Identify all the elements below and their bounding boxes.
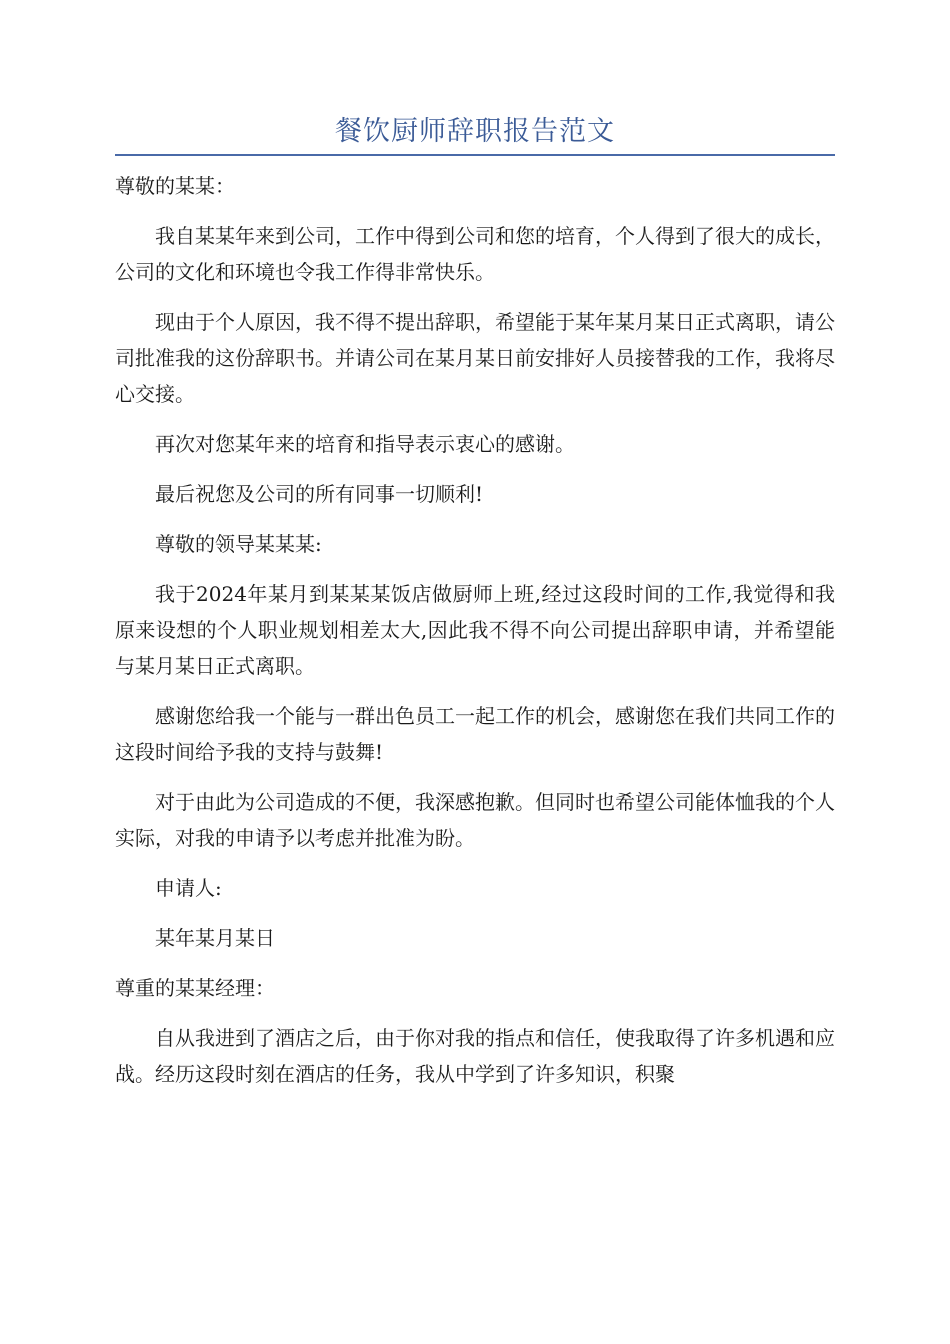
body-paragraph: 感谢您给我一个能与一群出色员工一起工作的机会，感谢您在我们共同工作的这段时间给予我的支持与鼓舞! bbox=[115, 704, 835, 764]
salutation-2: 尊敬的领导某某某: bbox=[155, 532, 322, 556]
document-body bbox=[115, 168, 835, 1106]
salutation-3: 尊重的某某经理： bbox=[115, 976, 275, 1000]
body-paragraph: 自从我进到了酒店之后，由于你对我的指点和信任，使我取得了许多机遇和应战。经历这段时刻在酒店的任务，我从中学到了许多知识，积聚 bbox=[115, 1026, 835, 1086]
applicant-label: 申请人: bbox=[155, 876, 222, 900]
body-paragraph: 最后祝您及公司的所有同事一切顺利! bbox=[155, 482, 484, 506]
salutation-1: 尊敬的某某： bbox=[115, 174, 235, 198]
body-paragraph: 再次对您某年来的培育和指导表示衷心的感谢。 bbox=[155, 432, 575, 456]
body-paragraph: 现由于个人原因，我不得不提出辞职，希望能于某年某月某日正式离职，请公司批准我的这份辞职书。并请公司在某月某日前安排好人员接替我的工作，我将尽心交接。 bbox=[115, 310, 835, 406]
body-paragraph: 我自某某年来到公司，工作中得到公司和您的培育，个人得到了很大的成长，公司的文化和环境也令我工作得非常快乐。 bbox=[115, 224, 835, 284]
document-title: 餐饮厨师辞职报告范文 bbox=[335, 116, 615, 147]
body-paragraph: 对于由此为公司造成的不便，我深感抱歉。但同时也希望公司能体恤我的个人实际，对我的申请予以考虑并批准为盼。 bbox=[115, 790, 835, 850]
title-underline bbox=[115, 154, 835, 156]
body-paragraph: 我于2024年某月到某某某饭店做厨师上班,经过这段时间的工作,我觉得和我原来设想的个人职业规划相差太大,因此我不得不向公司提出辞职申请，并希望能与某月某日正式离职。 bbox=[115, 582, 835, 678]
date-line: 某年某月某日 bbox=[155, 926, 275, 950]
